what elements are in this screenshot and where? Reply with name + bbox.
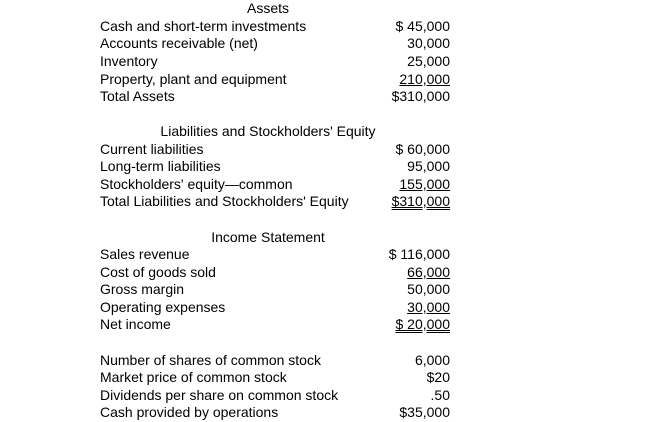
other-row-value: $35,000 <box>399 404 450 420</box>
income-row-label: Gross margin <box>100 281 185 297</box>
liabilities-double-underlined-value: $310,000 <box>391 193 450 209</box>
income-row-label: Operating expenses <box>100 299 226 315</box>
assets-row-value <box>300 71 450 88</box>
other-row-value: .50 <box>430 387 450 403</box>
other-row-label: Dividends per share on common stock <box>100 387 339 403</box>
other-row-label: Market price of common stock <box>100 369 287 385</box>
income-row-label: Sales revenue <box>100 246 190 262</box>
assets-row-value: 30,000 <box>407 35 450 51</box>
assets-row-value: $ 45,000 <box>395 18 450 34</box>
liabilities-row-label: Long-term liabilities <box>100 158 221 174</box>
other-row-value: 6,000 <box>414 352 450 368</box>
income-row-value <box>300 264 450 281</box>
income-row-value: $ 116,000 <box>388 246 450 262</box>
assets-row-label: Cash and short-term investments <box>100 18 307 34</box>
liabilities-total-value <box>300 193 450 210</box>
liabilities-heading: Liabilities and Stockholders' Equity <box>160 123 376 139</box>
other-row-value: $20 <box>426 369 450 385</box>
income-net-value <box>300 316 450 333</box>
liabilities-underlined-value: 155,000 <box>399 176 450 192</box>
assets-heading: Assets <box>246 0 289 16</box>
liabilities-total-label: Total Liabilities and Stockholders' Equity <box>100 193 349 209</box>
liabilities-row-label: Current liabilities <box>100 141 204 157</box>
assets-row-label: Inventory <box>100 53 158 69</box>
liabilities-row-value: $ 60,000 <box>395 141 450 157</box>
income-double-underlined-value: $ 20,000 <box>395 316 450 332</box>
assets-row-value: 25,000 <box>407 53 450 69</box>
income-net-label: Net income <box>100 316 171 332</box>
other-row-label: Cash provided by operations <box>100 404 279 420</box>
liabilities-row-label: Stockholders' equity—common <box>100 176 293 192</box>
other-row-label: Number of shares of common stock <box>100 352 321 368</box>
assets-row-label: Accounts receivable (net) <box>100 35 258 51</box>
income-row-label: Cost of goods sold <box>100 264 216 280</box>
assets-row-label: Property, plant and equipment <box>100 71 287 87</box>
liabilities-row-value: 95,000 <box>407 158 450 174</box>
income-underlined-value: 30,000 <box>407 299 450 315</box>
assets-total-label: Total Assets <box>100 88 175 104</box>
income-underlined-value: 66,000 <box>407 264 450 280</box>
income-row-value <box>300 299 450 316</box>
liabilities-row-value <box>300 176 450 193</box>
income-heading: Income Statement <box>211 229 325 245</box>
income-row-value: 50,000 <box>407 281 450 297</box>
assets-underlined-value: 210,000 <box>399 71 450 87</box>
assets-total-value: $310,000 <box>391 88 450 104</box>
